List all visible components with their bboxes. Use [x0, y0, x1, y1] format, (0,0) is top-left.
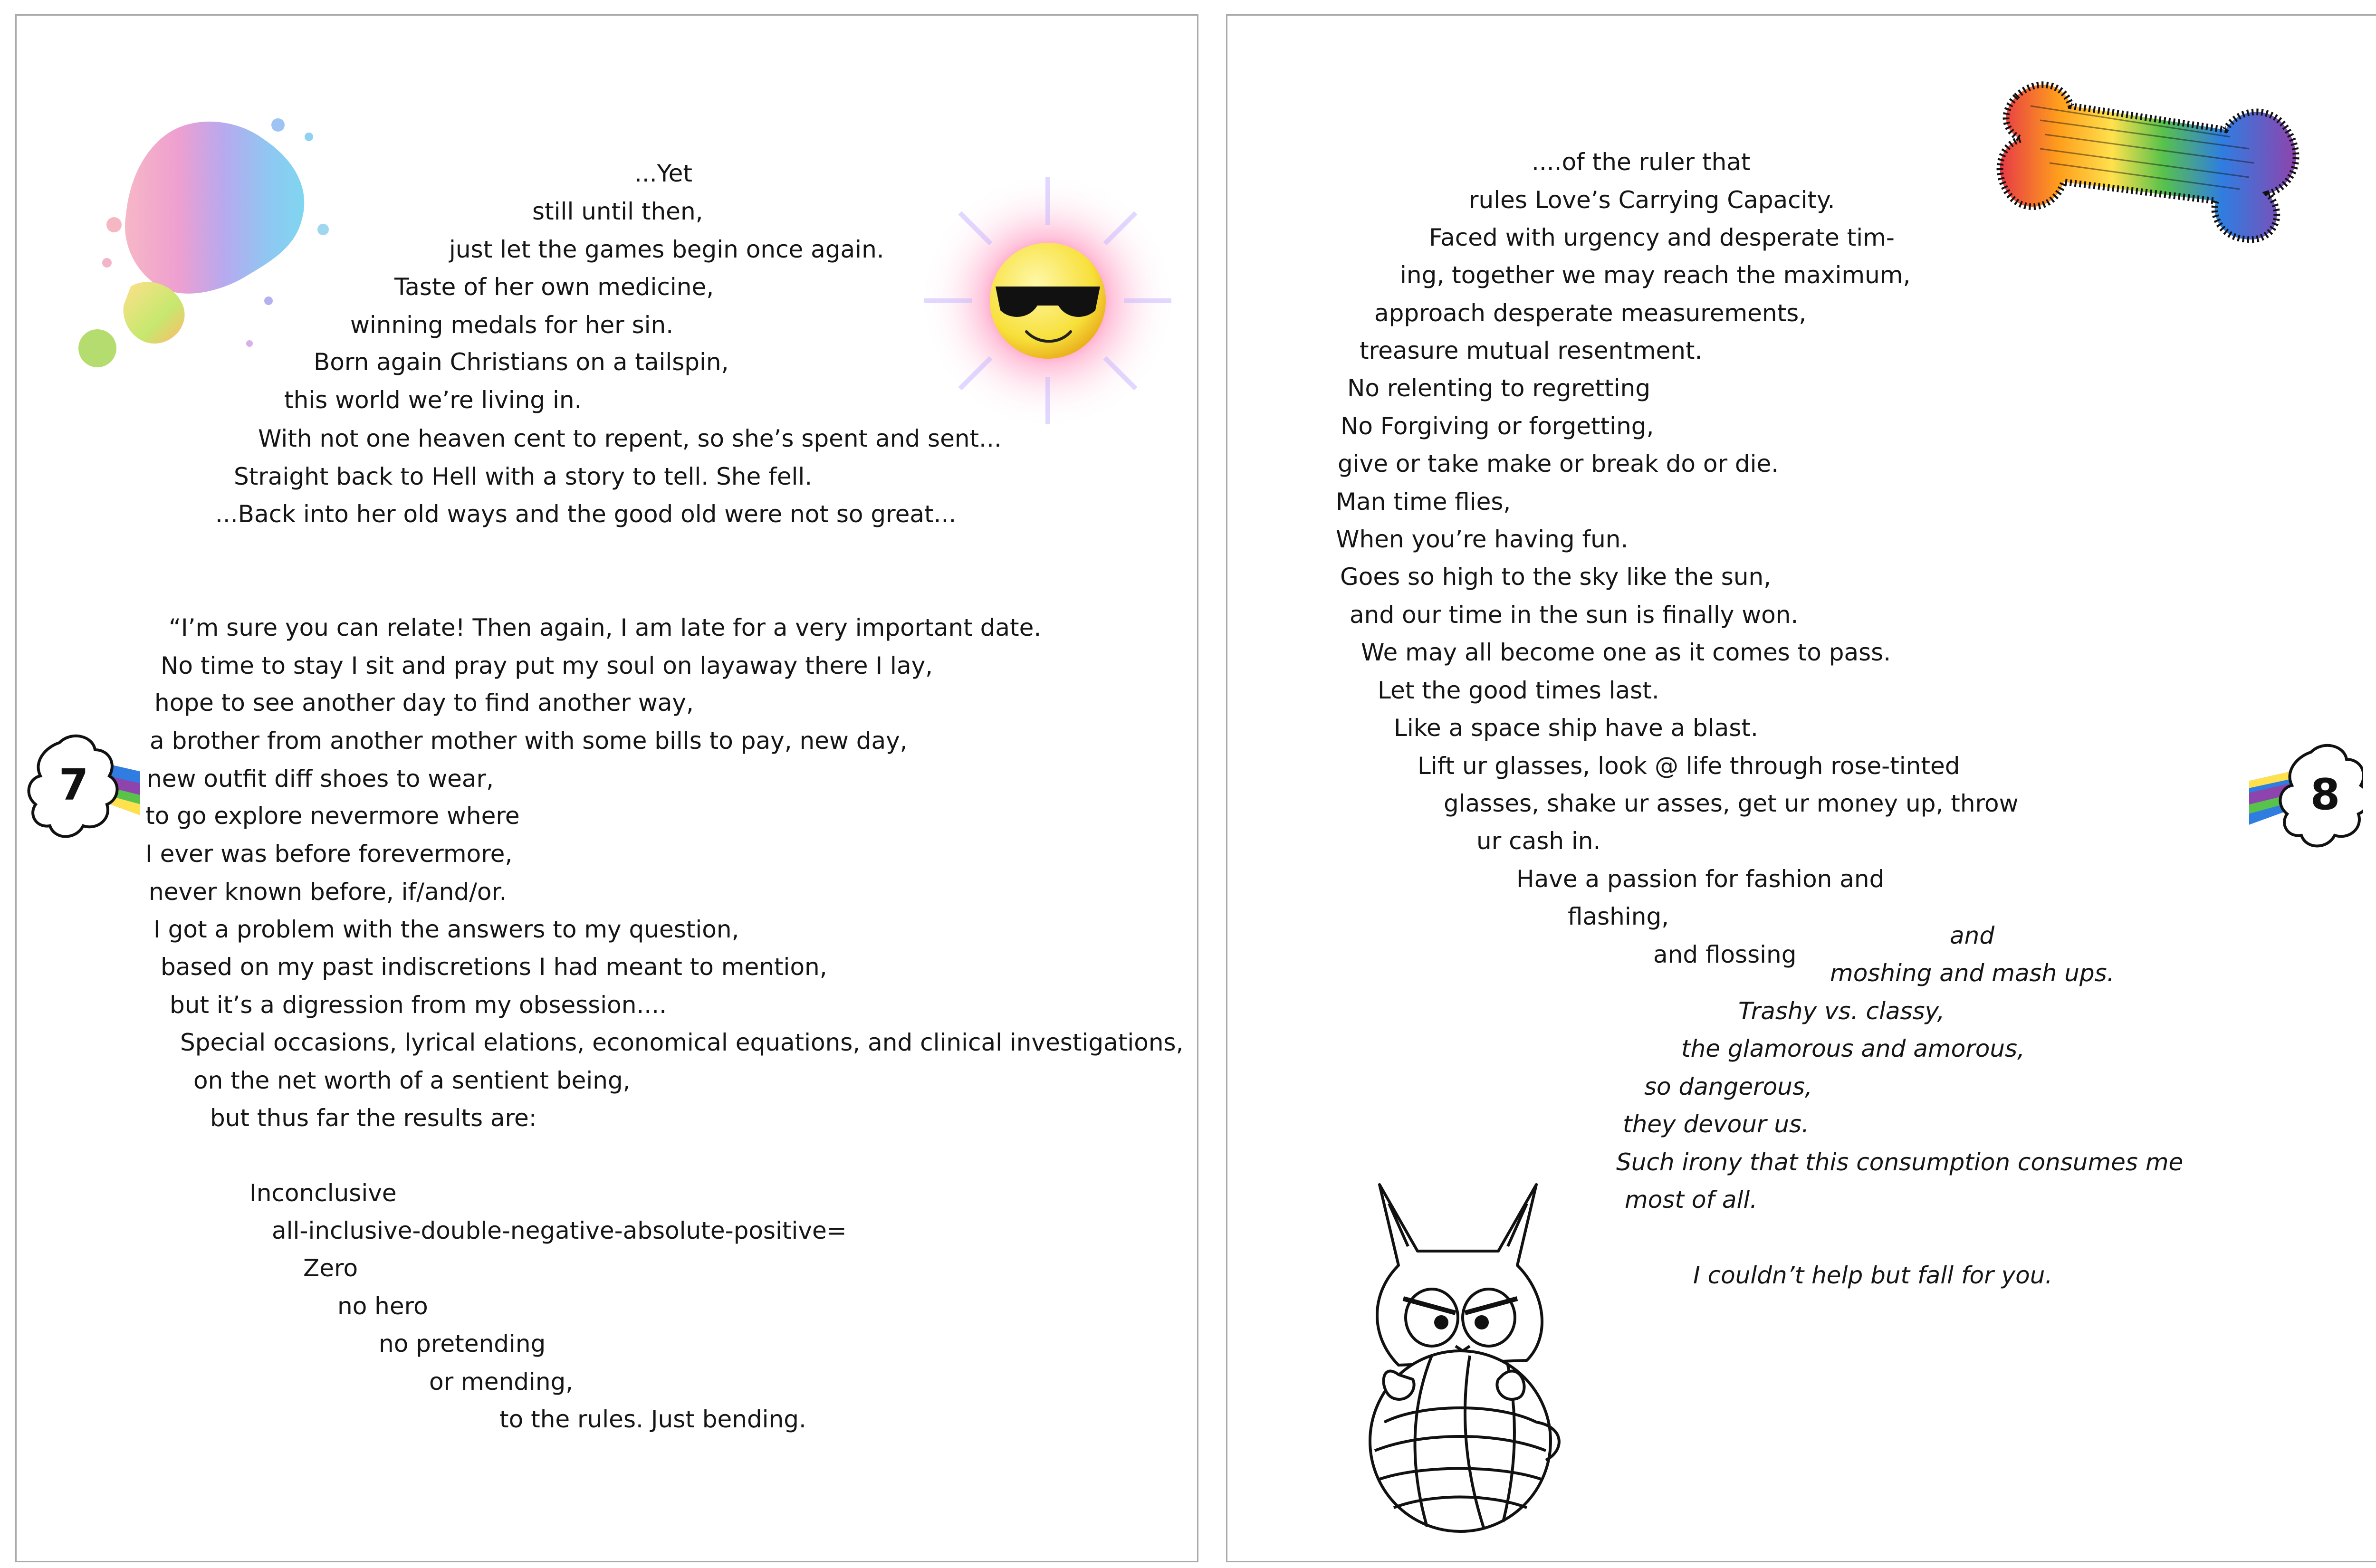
- poem-line: never known before, if/and/or.: [149, 878, 507, 906]
- poem-line: No relenting to regretting: [1347, 374, 1651, 402]
- poem-line: Zero: [303, 1254, 358, 1282]
- poem-line: Lift ur glasses, look @ life through rose-tinted: [1418, 752, 1960, 780]
- poem-line: “I’m sure you can relate! Then again, I am late for a very important date.: [169, 614, 1042, 641]
- poem-line: No Forgiving or forgetting,: [1341, 412, 1654, 440]
- paint-splatter-icon: [64, 106, 340, 372]
- poem-line: Have a passion for fashion and: [1516, 865, 1885, 893]
- poem-line: No time to stay I sit and pray put my soul on layaway there I lay,: [161, 652, 933, 679]
- poem-line: glasses, shake ur asses, get ur money up, throw: [1444, 790, 2019, 817]
- poem-line: this world we’re living in.: [284, 386, 582, 414]
- poem-line: I couldn’t help but fall for you.: [1693, 1262, 2053, 1289]
- poem-line: When you’re having fun.: [1336, 526, 1629, 553]
- poem-line: and flossing: [1653, 941, 1797, 968]
- poem-line: Such irony that this consumption consumes me: [1616, 1148, 2184, 1176]
- poem-line: winning medals for her sin.: [350, 311, 674, 339]
- poem-line: a brother from another mother with some bills to pay, new day,: [150, 727, 908, 755]
- poem-line: Trashy vs. classy,: [1738, 997, 1945, 1025]
- page-number-cloud-icon: [26, 728, 140, 847]
- poem-line: flashing,: [1568, 903, 1669, 930]
- poem-line: ...Yet: [634, 160, 692, 187]
- poem-line: We may all become one as it comes to pass.: [1361, 639, 1891, 666]
- poem-line: I got a problem with the answers to my question,: [153, 916, 739, 943]
- poem-line: ....of the ruler that: [1532, 148, 1751, 176]
- poem-line: most of all.: [1625, 1186, 1758, 1214]
- poem-line: they devour us.: [1623, 1110, 1809, 1138]
- poem-line: I ever was before forevermore,: [145, 840, 513, 868]
- poem-line: just let the games begin once again.: [449, 236, 884, 263]
- poem-line: With not one heaven cent to repent, so she’s spent and sent...: [258, 425, 1002, 452]
- poem-line: Taste of her own medicine,: [394, 273, 714, 301]
- poem-line: Faced with urgency and desperate tim-: [1429, 224, 1895, 251]
- poem-line: Inconclusive: [249, 1179, 397, 1207]
- poem-line: no pretending: [379, 1330, 546, 1358]
- poem-line: and: [1950, 922, 1995, 949]
- poem-line: Special occasions, lyrical elations, economical equations, and clinical investigations,: [180, 1029, 1184, 1056]
- page-left: [15, 14, 1198, 1562]
- poem-line: treasure mutual resentment.: [1360, 337, 1703, 364]
- poem-line: Goes so high to the sky like the sun,: [1340, 563, 1772, 591]
- poem-line: hope to see another day to find another way,: [154, 689, 694, 717]
- poem-line: ur cash in.: [1476, 827, 1601, 855]
- poem-line: but thus far the results are:: [210, 1104, 537, 1132]
- poem-line: moshing and mash ups.: [1830, 959, 2115, 987]
- poem-line: still until then,: [532, 198, 703, 225]
- poem-line: ...Back into her old ways and the good old were not so great...: [215, 500, 957, 528]
- poem-line: Let the good times last.: [1378, 677, 1659, 704]
- poem-line: Like a space ship have a blast.: [1394, 714, 1758, 742]
- poem-line: Born again Christians on a tailspin,: [314, 348, 729, 376]
- poem-line: but it’s a digression from my obsession....: [170, 991, 667, 1019]
- rainbow-bone-icon: [1983, 68, 2325, 258]
- poem-line: ing, together we may reach the maximum,: [1400, 261, 1911, 289]
- sunglasses-sun-icon: [910, 168, 1186, 434]
- poem-line: no hero: [337, 1292, 428, 1320]
- poem-line: all-inclusive-double-negative-absolute-positive=: [272, 1217, 847, 1244]
- poem-line: based on my past indiscretions I had meant to mention,: [161, 953, 827, 981]
- page-right: [1226, 14, 2376, 1562]
- page-number-8: 8: [2310, 770, 2340, 820]
- poem-line: approach desperate measurements,: [1374, 299, 1807, 327]
- poem-line: give or take make or break do or die.: [1338, 450, 1779, 478]
- page-number-7: 7: [58, 760, 89, 810]
- cat-with-yarn-icon: [1327, 1156, 1593, 1546]
- poem-line: on the net worth of a sentient being,: [193, 1067, 631, 1094]
- poem-line: the glamorous and amorous,: [1681, 1035, 2025, 1062]
- poem-line: to the rules. Just bending.: [499, 1405, 806, 1433]
- poem-line: rules Love’s Carrying Capacity.: [1469, 186, 1835, 214]
- poem-line: or mending,: [429, 1368, 574, 1396]
- poem-line: to go explore nevermore where: [145, 802, 520, 830]
- poem-line: Man time flies,: [1336, 488, 1511, 516]
- poem-line: so dangerous,: [1644, 1073, 1812, 1100]
- poem-line: Straight back to Hell with a story to tell. She fell.: [234, 463, 813, 490]
- page-number-cloud-icon: [2249, 738, 2363, 857]
- poem-line: and our time in the sun is finally won.: [1350, 601, 1799, 629]
- poem-line: new outfit diff shoes to wear,: [147, 765, 494, 793]
